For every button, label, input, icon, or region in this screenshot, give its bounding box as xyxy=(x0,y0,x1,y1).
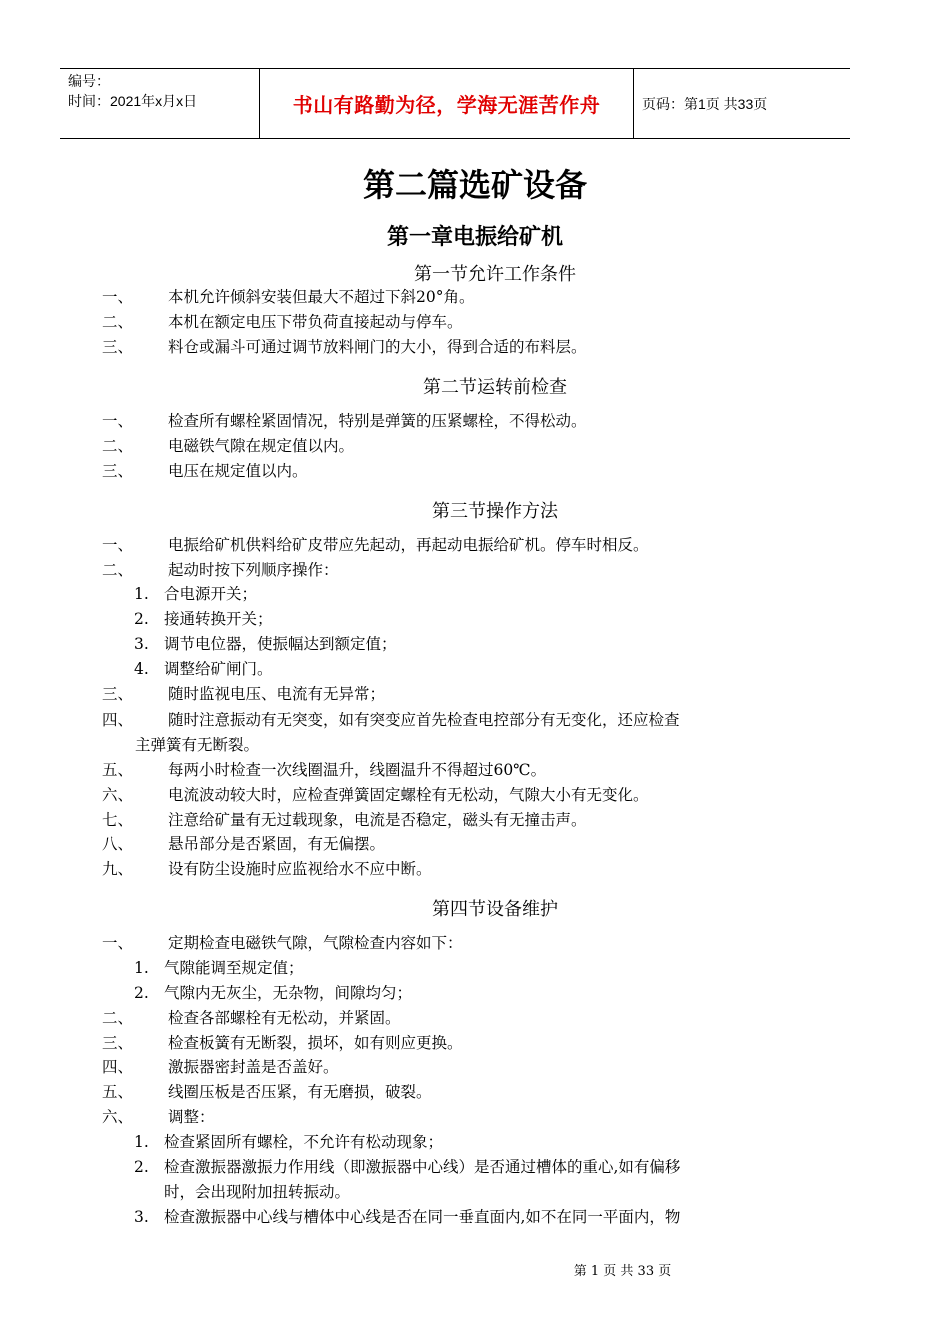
item-mark: 二、 xyxy=(102,561,134,579)
page-footer: 第 1 页 共 33 页 xyxy=(573,1264,672,1279)
item-text: 电压在规定值以内。 xyxy=(168,462,308,480)
step-text: 合电源开关； xyxy=(164,585,258,603)
step-text: 检查激振器激振力作用线（即激振器中心线）是否通过槽体的重心,如有偏移 xyxy=(164,1158,681,1176)
step-number: 1. xyxy=(134,1133,149,1151)
item-mark: 三、 xyxy=(102,685,134,703)
step-number: 2. xyxy=(134,984,149,1002)
item-text: 注意给矿量有无过载现象，电流是否稳定，磁头有无撞击声。 xyxy=(168,811,587,829)
item-text: 调整： xyxy=(168,1108,215,1126)
item-text: 电磁铁气隙在规定值以内。 xyxy=(168,437,355,455)
item-mark: 五、 xyxy=(102,1083,134,1101)
section-heading-2: 第二节运转前检查 xyxy=(423,377,567,398)
item-text: 随时监视电压、电流有无异常； xyxy=(168,685,386,703)
section-heading-3: 第三节操作方法 xyxy=(432,501,558,522)
item-text: 定期检查电磁铁气隙，气隙检查内容如下： xyxy=(168,934,463,952)
step-text: 检查激振器中心线与槽体中心线是否在同一垂直面内,如不在同一平面内，物 xyxy=(164,1208,681,1226)
step-number: 2. xyxy=(134,610,149,628)
step-number: 1. xyxy=(134,959,149,977)
page-header xyxy=(60,68,850,139)
item-mark: 三、 xyxy=(102,338,134,356)
step-text: 调整给矿闸门。 xyxy=(164,660,273,678)
item-text: 电振给矿机供料给矿皮带应先起动，再起动电振给矿机。停车时相反。 xyxy=(168,536,649,554)
item-mark: 三、 xyxy=(102,1034,134,1052)
item-mark: 二、 xyxy=(102,1009,134,1027)
step-text: 接通转换开关； xyxy=(164,610,273,628)
step-text: 气隙能调至规定值； xyxy=(164,959,304,977)
step-number: 4. xyxy=(134,660,149,678)
page-info: 页码：第1页 共33页 xyxy=(642,95,768,112)
item-text: 主弹簧有无断裂。 xyxy=(135,736,260,754)
header-page-info xyxy=(634,69,850,138)
part-title: 第二篇选矿设备 xyxy=(362,166,587,204)
item-mark: 一、 xyxy=(102,934,134,952)
item-mark: 三、 xyxy=(102,462,134,480)
item-text: 料仓或漏斗可通过调节放料闸门的大小，得到合适的布料层。 xyxy=(168,338,587,356)
item-mark: 一、 xyxy=(102,288,134,306)
item-text: 设有防尘设施时应监视给水不应中断。 xyxy=(168,860,432,878)
step-number: 3. xyxy=(134,1208,149,1226)
item-mark: 二、 xyxy=(102,313,134,331)
item-mark: 八、 xyxy=(102,835,134,853)
header-motto-cell xyxy=(260,69,634,138)
item-text: 检查各部螺栓有无松动，并紧固。 xyxy=(168,1009,401,1027)
step-text: 时，会出现附加扭转振动。 xyxy=(164,1183,351,1201)
item-text: 悬吊部分是否紧固，有无偏摆。 xyxy=(168,835,386,853)
step-number: 3. xyxy=(134,635,149,653)
item-mark: 二、 xyxy=(102,437,134,455)
item-mark: 四、 xyxy=(102,711,134,729)
item-text: 每两小时检查一次线圈温升，线圈温升不得超过60℃。 xyxy=(168,761,547,779)
item-text: 起动时按下列顺序操作： xyxy=(168,561,339,579)
section-heading-1: 第一节允许工作条件 xyxy=(414,264,576,285)
time-label: 时间：2021年x月x日 xyxy=(68,93,198,109)
item-mark: 六、 xyxy=(102,786,134,804)
item-text: 随时注意振动有无突变，如有突变应首先检查电控部分有无变化，还应检查 xyxy=(168,711,680,729)
item-text: 电流波动较大时，应检查弹簧固定螺栓有无松动，气隙大小有无变化。 xyxy=(168,786,649,804)
item-mark: 七、 xyxy=(102,811,134,829)
item-mark: 六、 xyxy=(102,1108,134,1126)
item-text: 检查板簧有无断裂，损坏，如有则应更换。 xyxy=(168,1034,463,1052)
item-text: 激振器密封盖是否盖好。 xyxy=(168,1058,339,1076)
header-meta xyxy=(60,69,260,138)
header-motto: 书山有路勤为径，学海无涯苦作舟 xyxy=(292,93,601,117)
item-text: 本机在额定电压下带负荷直接起动与停车。 xyxy=(168,313,463,331)
step-text: 检查紧固所有螺栓，不允许有松动现象； xyxy=(164,1133,444,1151)
serial-label: 编号： xyxy=(68,73,110,89)
item-mark: 一、 xyxy=(102,536,134,554)
item-text: 线圈压板是否压紧，有无磨损，破裂。 xyxy=(168,1083,432,1101)
chapter-title: 第一章电振给矿机 xyxy=(386,224,563,250)
step-number: 2. xyxy=(134,1158,149,1176)
item-mark: 一、 xyxy=(102,412,134,430)
item-mark: 四、 xyxy=(102,1058,134,1076)
step-text: 调节电位器，使振幅达到额定值； xyxy=(164,635,397,653)
section-heading-4: 第四节设备维护 xyxy=(432,899,558,920)
item-mark: 五、 xyxy=(102,761,134,779)
item-mark: 九、 xyxy=(102,860,134,878)
item-text: 本机允许倾斜安装但最大不超过下斜20°角。 xyxy=(168,288,475,306)
step-text: 气隙内无灰尘，无杂物，间隙均匀； xyxy=(164,984,413,1002)
item-text: 检查所有螺栓紧固情况，特别是弹簧的压紧螺栓，不得松动。 xyxy=(168,412,587,430)
step-number: 1. xyxy=(134,585,149,603)
